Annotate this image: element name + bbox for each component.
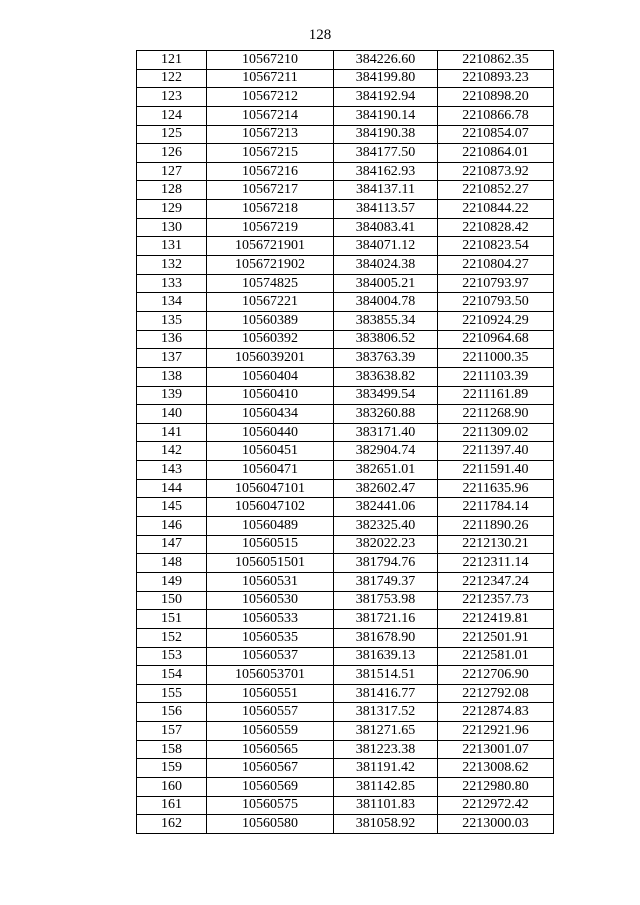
table-row (137, 722, 554, 741)
table-row (137, 423, 554, 442)
x-coordinate-cell: 384177.50 (334, 144, 438, 163)
y-coordinate-cell: 2210804.27 (438, 256, 554, 275)
x-coordinate-cell: 382602.47 (334, 479, 438, 498)
table-row (137, 610, 554, 629)
point-id-cell: 10560535 (207, 628, 334, 647)
row-number-cell: 131 (137, 237, 207, 256)
x-coordinate-cell: 381721.16 (334, 610, 438, 629)
row-number-cell: 150 (137, 591, 207, 610)
y-coordinate-cell: 2211635.96 (438, 479, 554, 498)
coordinates-table (136, 50, 554, 834)
x-coordinate-cell: 384071.12 (334, 237, 438, 256)
table-row (137, 554, 554, 573)
x-coordinate-cell: 381142.85 (334, 777, 438, 796)
x-coordinate-cell: 383806.52 (334, 330, 438, 349)
y-coordinate-cell: 2212980.80 (438, 777, 554, 796)
x-coordinate-cell: 384226.60 (334, 51, 438, 70)
table-row (137, 405, 554, 424)
table-row (137, 162, 554, 181)
x-coordinate-cell: 381271.65 (334, 722, 438, 741)
point-id-cell: 10567216 (207, 162, 334, 181)
point-id-cell: 10574825 (207, 274, 334, 293)
x-coordinate-cell: 381101.83 (334, 796, 438, 815)
x-coordinate-cell: 382022.23 (334, 535, 438, 554)
y-coordinate-cell: 2212419.81 (438, 610, 554, 629)
table-row (137, 815, 554, 834)
point-id-cell: 10560575 (207, 796, 334, 815)
y-coordinate-cell: 2211161.89 (438, 386, 554, 405)
point-id-cell: 10560404 (207, 367, 334, 386)
table-row (137, 125, 554, 144)
x-coordinate-cell: 384192.94 (334, 88, 438, 107)
row-number-cell: 121 (137, 51, 207, 70)
x-coordinate-cell: 384137.11 (334, 181, 438, 200)
row-number-cell: 147 (137, 535, 207, 554)
y-coordinate-cell: 2210964.68 (438, 330, 554, 349)
y-coordinate-cell: 2211890.26 (438, 517, 554, 536)
row-number-cell: 130 (137, 218, 207, 237)
table-row (137, 535, 554, 554)
y-coordinate-cell: 2210862.35 (438, 51, 554, 70)
y-coordinate-cell: 2210852.27 (438, 181, 554, 200)
row-number-cell: 123 (137, 88, 207, 107)
x-coordinate-cell: 381514.51 (334, 666, 438, 685)
x-coordinate-cell: 381753.98 (334, 591, 438, 610)
row-number-cell: 129 (137, 200, 207, 219)
y-coordinate-cell: 2212792.08 (438, 684, 554, 703)
row-number-cell: 155 (137, 684, 207, 703)
table-row (137, 256, 554, 275)
x-coordinate-cell: 383260.88 (334, 405, 438, 424)
y-coordinate-cell: 2210873.92 (438, 162, 554, 181)
x-coordinate-cell: 383855.34 (334, 311, 438, 330)
point-id-cell: 10560565 (207, 740, 334, 759)
x-coordinate-cell: 384004.78 (334, 293, 438, 312)
y-coordinate-cell: 2210793.50 (438, 293, 554, 312)
y-coordinate-cell: 2210893.23 (438, 69, 554, 88)
x-coordinate-cell: 381794.76 (334, 554, 438, 573)
point-id-cell: 10567215 (207, 144, 334, 163)
row-number-cell: 156 (137, 703, 207, 722)
x-coordinate-cell: 382441.06 (334, 498, 438, 517)
table-row (137, 144, 554, 163)
table-row (137, 591, 554, 610)
x-coordinate-cell: 381191.42 (334, 759, 438, 778)
row-number-cell: 159 (137, 759, 207, 778)
x-coordinate-cell: 381749.37 (334, 572, 438, 591)
row-number-cell: 135 (137, 311, 207, 330)
x-coordinate-cell: 382904.74 (334, 442, 438, 461)
point-id-cell: 10560567 (207, 759, 334, 778)
point-id-cell: 10567212 (207, 88, 334, 107)
y-coordinate-cell: 2212581.01 (438, 647, 554, 666)
table-row (137, 181, 554, 200)
x-coordinate-cell: 381416.77 (334, 684, 438, 703)
row-number-cell: 126 (137, 144, 207, 163)
row-number-cell: 124 (137, 106, 207, 125)
point-id-cell: 1056039201 (207, 349, 334, 368)
y-coordinate-cell: 2210866.78 (438, 106, 554, 125)
x-coordinate-cell: 384005.21 (334, 274, 438, 293)
x-coordinate-cell: 383499.54 (334, 386, 438, 405)
x-coordinate-cell: 383171.40 (334, 423, 438, 442)
row-number-cell: 134 (137, 293, 207, 312)
x-coordinate-cell: 384024.38 (334, 256, 438, 275)
point-id-cell: 1056053701 (207, 666, 334, 685)
point-id-cell: 10560531 (207, 572, 334, 591)
table-row (137, 684, 554, 703)
table-row (137, 69, 554, 88)
x-coordinate-cell: 381639.13 (334, 647, 438, 666)
table-row (137, 442, 554, 461)
point-id-cell: 10560389 (207, 311, 334, 330)
point-id-cell: 10567218 (207, 200, 334, 219)
point-id-cell: 10560440 (207, 423, 334, 442)
table-row (137, 311, 554, 330)
y-coordinate-cell: 2212706.90 (438, 666, 554, 685)
table-row (137, 628, 554, 647)
point-id-cell: 10567210 (207, 51, 334, 70)
x-coordinate-cell: 383638.82 (334, 367, 438, 386)
x-coordinate-cell: 381317.52 (334, 703, 438, 722)
row-number-cell: 139 (137, 386, 207, 405)
y-coordinate-cell: 2211591.40 (438, 461, 554, 480)
table-row (137, 572, 554, 591)
table-row (137, 200, 554, 219)
table-row (137, 274, 554, 293)
point-id-cell: 10560537 (207, 647, 334, 666)
row-number-cell: 138 (137, 367, 207, 386)
point-id-cell: 10560559 (207, 722, 334, 741)
table-row (137, 703, 554, 722)
row-number-cell: 152 (137, 628, 207, 647)
row-number-cell: 153 (137, 647, 207, 666)
x-coordinate-cell: 382325.40 (334, 517, 438, 536)
point-id-cell: 10560557 (207, 703, 334, 722)
table-row (137, 479, 554, 498)
y-coordinate-cell: 2212972.42 (438, 796, 554, 815)
table-row (137, 330, 554, 349)
row-number-cell: 144 (137, 479, 207, 498)
point-id-cell: 10560580 (207, 815, 334, 834)
point-id-cell: 10560569 (207, 777, 334, 796)
table-row (137, 293, 554, 312)
row-number-cell: 122 (137, 69, 207, 88)
point-id-cell: 10567221 (207, 293, 334, 312)
point-id-cell: 10560515 (207, 535, 334, 554)
row-number-cell: 141 (137, 423, 207, 442)
y-coordinate-cell: 2213000.03 (438, 815, 554, 834)
row-number-cell: 140 (137, 405, 207, 424)
table-row (137, 367, 554, 386)
y-coordinate-cell: 2210828.42 (438, 218, 554, 237)
table-row (137, 106, 554, 125)
x-coordinate-cell: 382651.01 (334, 461, 438, 480)
table-row (137, 349, 554, 368)
point-id-cell: 10567214 (207, 106, 334, 125)
point-id-cell: 1056051501 (207, 554, 334, 573)
y-coordinate-cell: 2210823.54 (438, 237, 554, 256)
y-coordinate-cell: 2212347.24 (438, 572, 554, 591)
point-id-cell: 10567213 (207, 125, 334, 144)
y-coordinate-cell: 2210854.07 (438, 125, 554, 144)
row-number-cell: 151 (137, 610, 207, 629)
row-number-cell: 125 (137, 125, 207, 144)
x-coordinate-cell: 381678.90 (334, 628, 438, 647)
row-number-cell: 149 (137, 572, 207, 591)
y-coordinate-cell: 2211103.39 (438, 367, 554, 386)
row-number-cell: 133 (137, 274, 207, 293)
row-number-cell: 154 (137, 666, 207, 685)
y-coordinate-cell: 2210793.97 (438, 274, 554, 293)
table-row (137, 666, 554, 685)
y-coordinate-cell: 2210898.20 (438, 88, 554, 107)
y-coordinate-cell: 2211268.90 (438, 405, 554, 424)
row-number-cell: 158 (137, 740, 207, 759)
row-number-cell: 148 (137, 554, 207, 573)
y-coordinate-cell: 2210864.01 (438, 144, 554, 163)
point-id-cell: 1056721901 (207, 237, 334, 256)
y-coordinate-cell: 2210844.22 (438, 200, 554, 219)
y-coordinate-cell: 2210924.29 (438, 311, 554, 330)
table-row (137, 218, 554, 237)
y-coordinate-cell: 2211784.14 (438, 498, 554, 517)
x-coordinate-cell: 383763.39 (334, 349, 438, 368)
page-number: 128 (308, 27, 332, 43)
row-number-cell: 160 (137, 777, 207, 796)
table-row (137, 759, 554, 778)
point-id-cell: 10560410 (207, 386, 334, 405)
x-coordinate-cell: 384199.80 (334, 69, 438, 88)
row-number-cell: 136 (137, 330, 207, 349)
y-coordinate-cell: 2212357.73 (438, 591, 554, 610)
row-number-cell: 162 (137, 815, 207, 834)
row-number-cell: 145 (137, 498, 207, 517)
table-row (137, 498, 554, 517)
x-coordinate-cell: 384190.38 (334, 125, 438, 144)
table-row (137, 517, 554, 536)
point-id-cell: 10560434 (207, 405, 334, 424)
x-coordinate-cell: 384190.14 (334, 106, 438, 125)
y-coordinate-cell: 2213001.07 (438, 740, 554, 759)
coordinates-table-body (137, 51, 554, 834)
row-number-cell: 143 (137, 461, 207, 480)
point-id-cell: 10560451 (207, 442, 334, 461)
y-coordinate-cell: 2212311.14 (438, 554, 554, 573)
row-number-cell: 137 (137, 349, 207, 368)
point-id-cell: 10560533 (207, 610, 334, 629)
table-row (137, 386, 554, 405)
point-id-cell: 10560471 (207, 461, 334, 480)
table-row (137, 647, 554, 666)
row-number-cell: 142 (137, 442, 207, 461)
table-row (137, 740, 554, 759)
y-coordinate-cell: 2212130.21 (438, 535, 554, 554)
table-row (137, 237, 554, 256)
x-coordinate-cell: 381058.92 (334, 815, 438, 834)
point-id-cell: 10567211 (207, 69, 334, 88)
point-id-cell: 10560530 (207, 591, 334, 610)
point-id-cell: 1056721902 (207, 256, 334, 275)
y-coordinate-cell: 2211397.40 (438, 442, 554, 461)
table-row (137, 777, 554, 796)
point-id-cell: 10567217 (207, 181, 334, 200)
point-id-cell: 10560392 (207, 330, 334, 349)
row-number-cell: 161 (137, 796, 207, 815)
point-id-cell: 1056047101 (207, 479, 334, 498)
point-id-cell: 10560551 (207, 684, 334, 703)
table-row (137, 51, 554, 70)
point-id-cell: 1056047102 (207, 498, 334, 517)
row-number-cell: 146 (137, 517, 207, 536)
table-row (137, 461, 554, 480)
row-number-cell: 127 (137, 162, 207, 181)
row-number-cell: 128 (137, 181, 207, 200)
x-coordinate-cell: 384113.57 (334, 200, 438, 219)
point-id-cell: 10567219 (207, 218, 334, 237)
y-coordinate-cell: 2211309.02 (438, 423, 554, 442)
table-row (137, 88, 554, 107)
y-coordinate-cell: 2212874.83 (438, 703, 554, 722)
x-coordinate-cell: 384083.41 (334, 218, 438, 237)
row-number-cell: 132 (137, 256, 207, 275)
x-coordinate-cell: 384162.93 (334, 162, 438, 181)
x-coordinate-cell: 381223.38 (334, 740, 438, 759)
y-coordinate-cell: 2212501.91 (438, 628, 554, 647)
row-number-cell: 157 (137, 722, 207, 741)
y-coordinate-cell: 2211000.35 (438, 349, 554, 368)
table-row (137, 796, 554, 815)
y-coordinate-cell: 2213008.62 (438, 759, 554, 778)
point-id-cell: 10560489 (207, 517, 334, 536)
y-coordinate-cell: 2212921.96 (438, 722, 554, 741)
